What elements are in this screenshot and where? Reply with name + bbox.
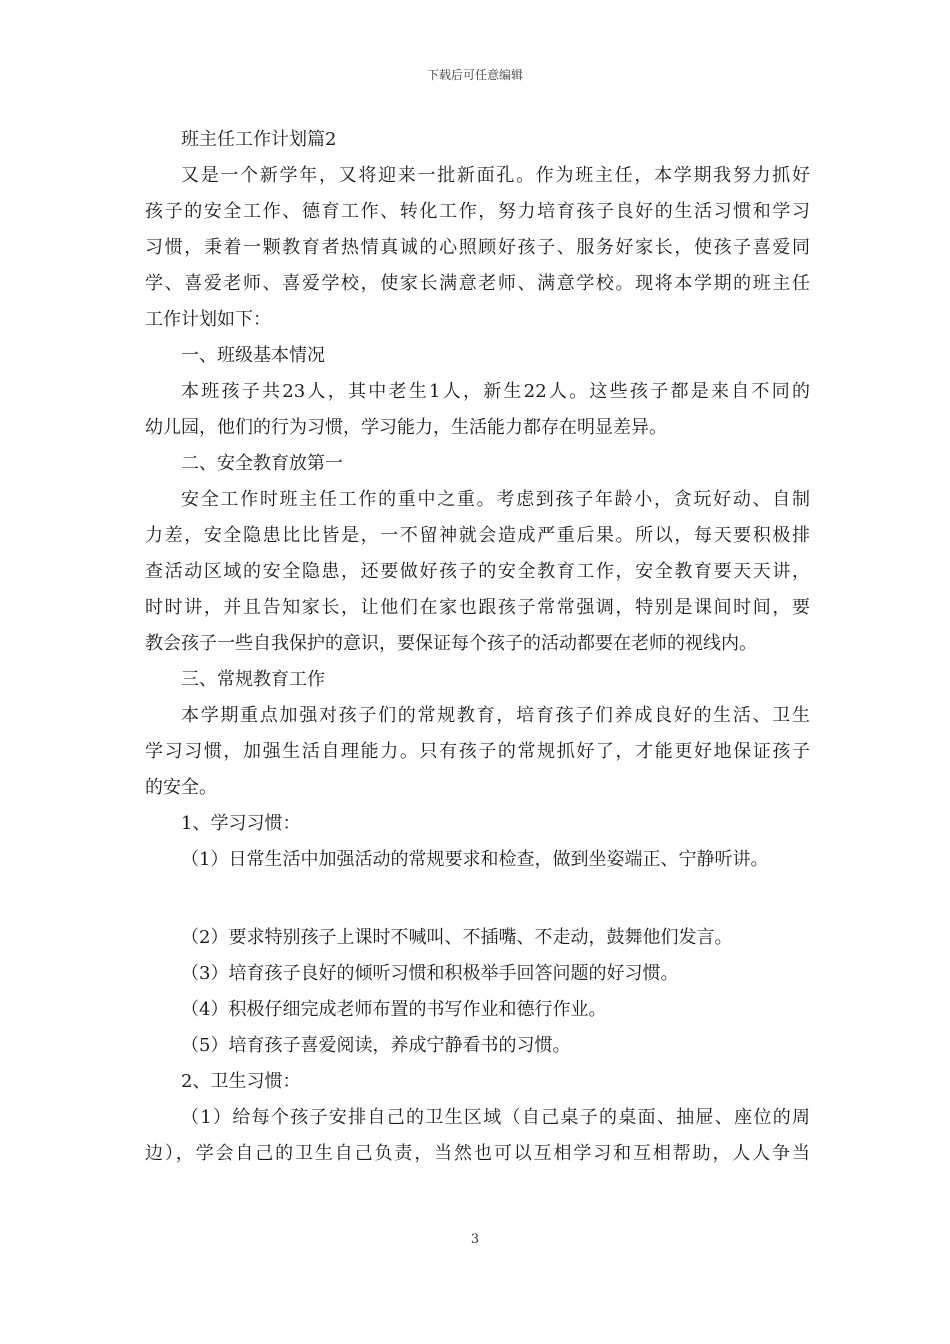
habit1-item: （3）培育孩子良好的倾听习惯和积极举手回答问题的好习惯。	[181, 963, 679, 984]
section2-line: 安全工作时班主任工作的重中之重。考虑到孩子年龄小，贪玩好动、自制	[181, 489, 810, 510]
section3-line: 学习习惯，加强生活自理能力。只有孩子的常规抓好了，才能更好地保证孩子	[145, 741, 810, 762]
habit1-item: （5）培育孩子喜爱阅读，养成宁静看书的习惯。	[181, 1035, 571, 1056]
document-title: 班主任工作计划篇2	[181, 129, 337, 150]
habit1-item: （4）积极仔细完成老师布置的书写作业和德行作业。	[181, 999, 607, 1020]
document-body	[145, 122, 810, 1172]
intro-line: 工作计划如下：	[145, 309, 271, 330]
section1-line: 幼儿园，他们的行为习惯，学习能力，生活能力都存在明显差异。	[145, 417, 667, 438]
intro-line: 习惯，秉着一颗教育者热情真诚的心照顾好孩子、服务好家长，使孩子喜爱同	[145, 237, 810, 258]
section3-line: 的安全。	[145, 777, 217, 798]
section2-line: 时时讲，并且告知家长，让他们在家也跟孩子常常强调，特别是课间时间，要	[145, 597, 810, 618]
section2-line: 教会孩子一些自我保护的意识，要保证每个孩子的活动都要在老师的视线内。	[145, 633, 757, 654]
section-heading-3: 三、常规教育工作	[181, 669, 325, 690]
habit2-heading: 2、卫生习惯：	[181, 1071, 301, 1092]
paragraph-gap	[145, 878, 810, 920]
habit2-line: （1）给每个孩子安排自己的卫生区域（自己桌子的桌面、抽屉、座位的周	[181, 1107, 810, 1128]
intro-line: 又是一个新学年，又将迎来一批新面孔。作为班主任，本学期我努力抓好	[181, 165, 810, 186]
habit1-item: （2）要求特别孩子上课时不喊叫、不插嘴、不走动，鼓舞他们发言。	[181, 927, 733, 948]
habit2-line: 边），学会自己的卫生自己负责，当然也可以互相学习和互相帮助，人人争当	[145, 1143, 810, 1164]
section1-line: 本班孩子共23人，其中老生1人，新生22人。这些孩子都是来自不同的	[181, 381, 810, 402]
section3-line: 本学期重点加强对孩子们的常规教育，培育孩子们养成良好的生活、卫生	[181, 705, 810, 726]
section2-line: 力差，安全隐患比比皆是，一不留神就会造成严重后果。所以，每天要积极排	[145, 525, 810, 546]
habit1-item: （1）日常生活中加强活动的常规要求和检查，做到坐姿端正、宁静听讲。	[181, 849, 769, 870]
intro-line: 学、喜爱老师、喜爱学校，使家长满意老师、满意学校。现将本学期的班主任	[145, 273, 810, 294]
section-heading-1: 一、班级基本情况	[181, 345, 325, 366]
habit1-heading: 1、学习习惯：	[181, 813, 301, 834]
section2-line: 查活动区域的安全隐患，还要做好孩子的安全教育工作，安全教育要天天讲，	[145, 561, 810, 582]
intro-line: 孩子的安全工作、德育工作、转化工作，努力培育孩子良好的生活习惯和学习	[145, 201, 810, 222]
page-header: 下载后可任意编辑	[426, 68, 523, 82]
section-heading-2: 二、安全教育放第一	[181, 453, 343, 474]
page-number: 3	[470, 1232, 480, 1247]
